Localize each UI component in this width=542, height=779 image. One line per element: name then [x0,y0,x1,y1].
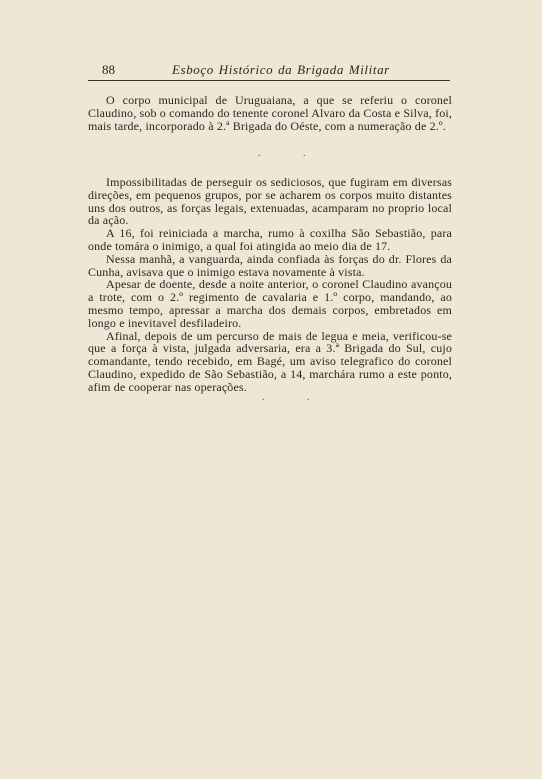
text-block-top [88,94,452,132]
running-title: Esboço Histórico da Brigada Militar [172,62,390,77]
page-number: 88 [102,62,115,77]
paragraph: Nessa manhã, a vanguarda, ainda confiada às forças do dr. Flores da Cunha, avisava que o inimigo estava novamente à vista. [88,251,452,279]
paragraph: Apesar de doente, desde a noite anterior, o coronel Claudino avançou a trote, com o 2.º regimento de cavalaria e 1.º corpo, mandando, ao mesmo tempo, apressar a marcha dos demais corpos, embretados em longo e inevitavel desfiladeiro. [88,277,452,330]
paragraph: O corpo municipal de Uruguaiana, a que se referiu o coronel Claudino, sob o comando do tenente coronel Alvaro da Costa e Silva, foi, mais tarde, incorporado à 2.ª Brigada do Oéste, com a numeração de 2.º. [88,93,452,133]
page-header [88,62,450,81]
paragraph: Afinal, depois de um percurso de mais de legua e meia, verificou-se que a força à vista, julgada adversaria, era a 3.ª Brigada do Sul, cujo comandante, tendo recebido, em Bagé, um aviso telegrafico do coronel Claudino, expedido de São Sebastião, a 14, marchára rumo a este ponto, afim de cooperar nas operações. [88,328,452,394]
section-separator: . . [258,148,326,159]
paragraph: A 16, foi reiniciada a marcha, rumo à coxilha São Sebastião, para onde tomára o inimigo, a qual foi atingida ao meio dia de 17. [88,226,452,253]
section-separator-bottom: . . [262,392,330,403]
text-block-main [88,176,452,394]
paragraph: Impossibilitadas de perseguir os sediciosos, que fugiram em diversas direções, em pequenos grupos, por se acharem os corpos muito distantes uns dos outros, as forças legais, extenuadas, acamparam no proprio local da ação. [88,175,452,228]
